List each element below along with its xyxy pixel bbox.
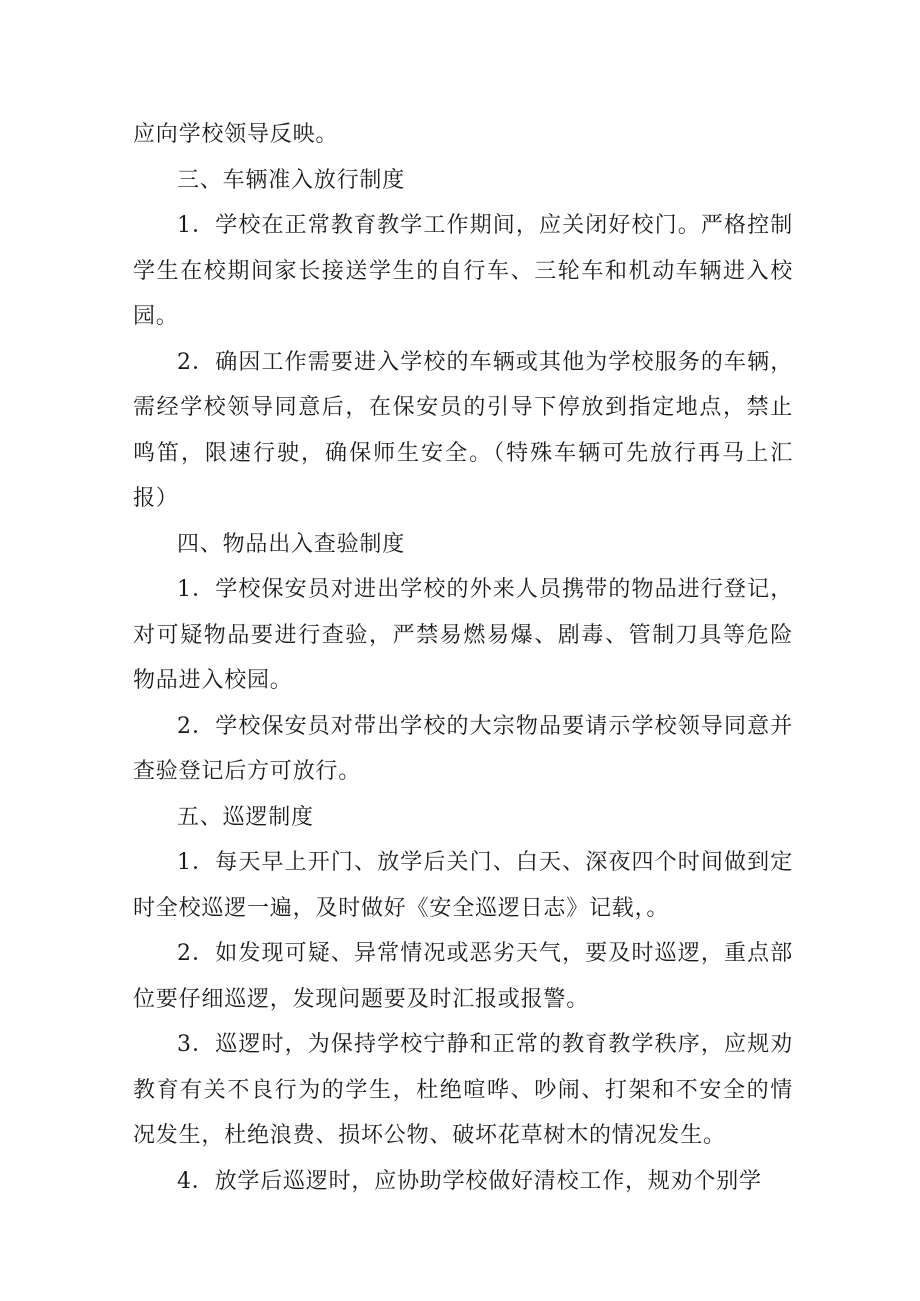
document-body <box>133 112 793 1204</box>
paragraph-patrol-4: 4．放学后巡逻时，应协助学校做好清校工作，规劝个别学 <box>177 1168 762 1194</box>
section-heading-items: 四、物品出入查验制度 <box>177 531 406 557</box>
paragraph-items-2: 2．学校保安员对带出学校的大宗物品要请示学校领导同意并查验登记后方可放行。 <box>133 713 793 784</box>
section-heading-patrol: 五、巡逻制度 <box>177 804 314 830</box>
paragraph-continuation: 应向学校领导反映。 <box>133 122 339 147</box>
paragraph-items-1: 1．学校保安员对进出学校的外来人员携带的物品进行登记，对可疑物品要进行查验，严禁易燃易爆、剧毒、管制刀具等危险物品进入校园。 <box>133 577 793 693</box>
paragraph-patrol-1: 1．每天早上开门、放学后关门、白天、深夜四个时间做到定时全校巡逻一遍，及时做好《安全巡逻日志》记载，。 <box>133 850 793 921</box>
paragraph-patrol-3: 3．巡逻时，为保持学校宁静和正常的教育教学秩序，应规劝教育有关不良行为的学生，杜绝喧哗、吵闹、打架和不安全的情况发生，杜绝浪费、损坏公物、破坏花草树木的情况发生。 <box>133 1032 793 1148</box>
section-heading-vehicles: 三、车辆准入放行制度 <box>177 167 406 193</box>
paragraph-vehicles-2: 2．确因工作需要进入学校的车辆或其他为学校服务的车辆，需经学校领导同意后，在保安员的引导下停放到指定地点，禁止鸣笛，限速行驶，确保师生安全。（特殊车辆可先放行再马上汇报） <box>133 349 793 511</box>
paragraph-vehicles-1: 1．学校在正常教育教学工作期间，应关闭好校门。严格控制学生在校期间家长接送学生的自行车、三轮车和机动车辆进入校园。 <box>133 213 793 329</box>
paragraph-patrol-2: 2．如发现可疑、异常情况或恶劣天气，要及时巡逻，重点部位要仔细巡逻，发现问题要及时汇报或报警。 <box>133 941 793 1012</box>
